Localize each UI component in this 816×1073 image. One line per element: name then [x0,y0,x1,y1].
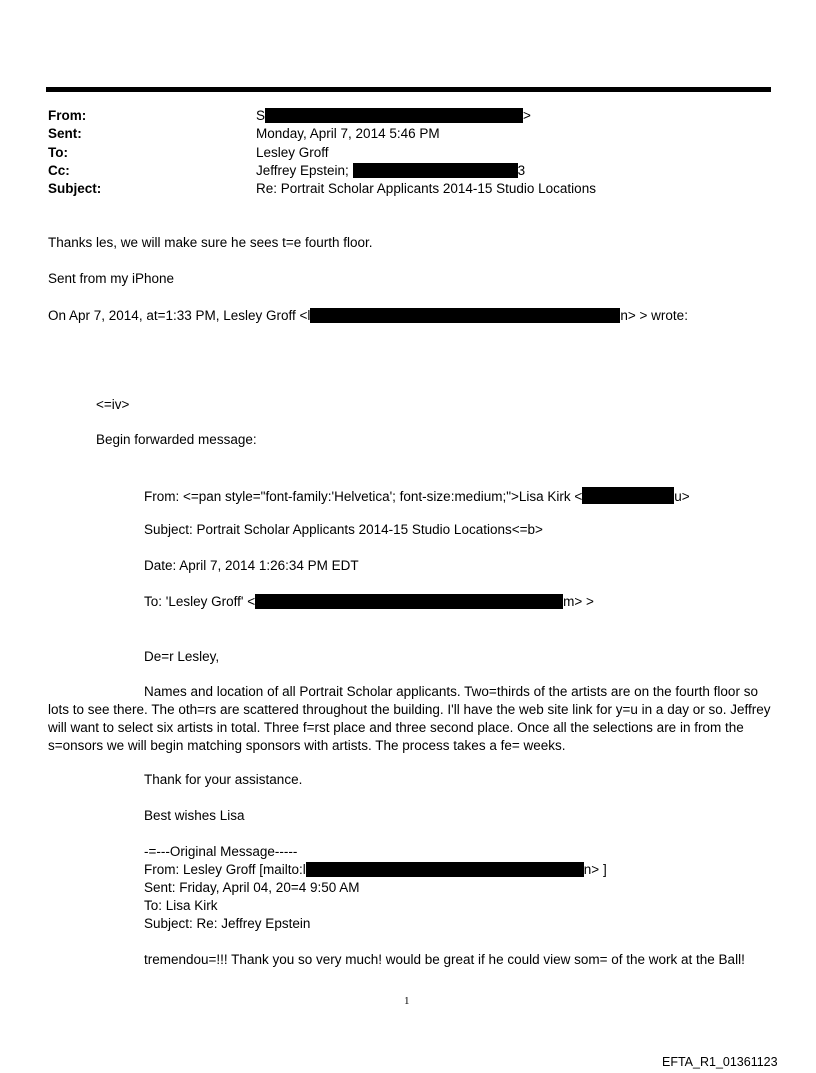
sent-label: Sent: [48,126,82,141]
closing-line: tremendou=!!! Thank you so very much! would be great if he could view som= of the work at the Ball! [144,952,745,967]
fwd-subject-line: Subject: Portrait Scholar Applicants 2014-15 Studio Locations<=b> [144,522,543,537]
to-value: Lesley Groff [256,145,329,160]
orig-from-line: From: Lesley Groff [mailto:l n> ] [144,862,607,877]
greeting-line: De=r Lesley, [144,649,220,664]
redaction-box [353,163,518,178]
from-label: From: [48,108,87,123]
div-tag-text: <=iv> [96,397,130,412]
wishes-line: Best wishes Lisa [144,808,245,823]
sent-value: Monday, April 7, 2014 5:46 PM [256,126,440,141]
body-paragraph: Names and location of all Portrait Scholar applicants. Two=thirds of the artists are on the fourth floor so lots to see there. The oth=rs are scattered throughout the building. I'll have the web site link for y=u in a day or so. Jeffrey will want to select six artists in total. Three f=rst place and three second place. Once all the selections are in from the s=onsors we will begin matching sponsors with artists. The process takes a fe= weeks. [48,684,771,753]
header-rule [46,87,771,92]
orig-to-line: To: Lisa Kirk [144,898,218,913]
fwd-from-line: From: <=pan style="font-family:'Helvetica'; font-size:medium;">Lisa Kirk < u> [144,489,690,504]
redaction-box [255,594,563,609]
cc-label: Cc: [48,163,70,178]
fwd-date-line: Date: April 7, 2014 1:26:34 PM EDT [144,558,359,573]
orig-subject-line: Subject: Re: Jeffrey Epstein [144,916,311,931]
body-line-sent-from: Sent from my iPhone [48,271,175,286]
orig-sent-line: Sent: Friday, April 04, 20=4 9:50 AM [144,880,360,895]
body-line-thanks: Thanks les, we will make sure he sees t=e fourth floor. [48,235,373,250]
body-line-on-wrote: On Apr 7, 2014, at=1:33 PM, Lesley Groff <l n> > wrote: [48,308,688,323]
redaction-box [306,862,584,877]
redaction-box [582,487,674,504]
orig-message-header: -=---Original Message----- [144,844,298,859]
fwd-to-line: To: 'Lesley Groff' < m> > [144,594,594,609]
from-value: S > [256,108,531,123]
bates-stamp: EFTA_R1_01361123 [662,1055,778,1069]
subject-label: Subject: [48,181,102,196]
subject-value: Re: Portrait Scholar Applicants 2014-15 Studio Locations [256,181,596,196]
redaction-box [310,308,620,323]
thanks-line: Thank for your assistance. [144,772,303,787]
redaction-box [265,108,523,123]
forwarded-heading: Begin forwarded message: [96,432,257,447]
to-label: To: [48,145,68,160]
page-number: 1 [404,995,410,1007]
cc-value: Jeffrey Epstein; 3 [256,163,526,178]
